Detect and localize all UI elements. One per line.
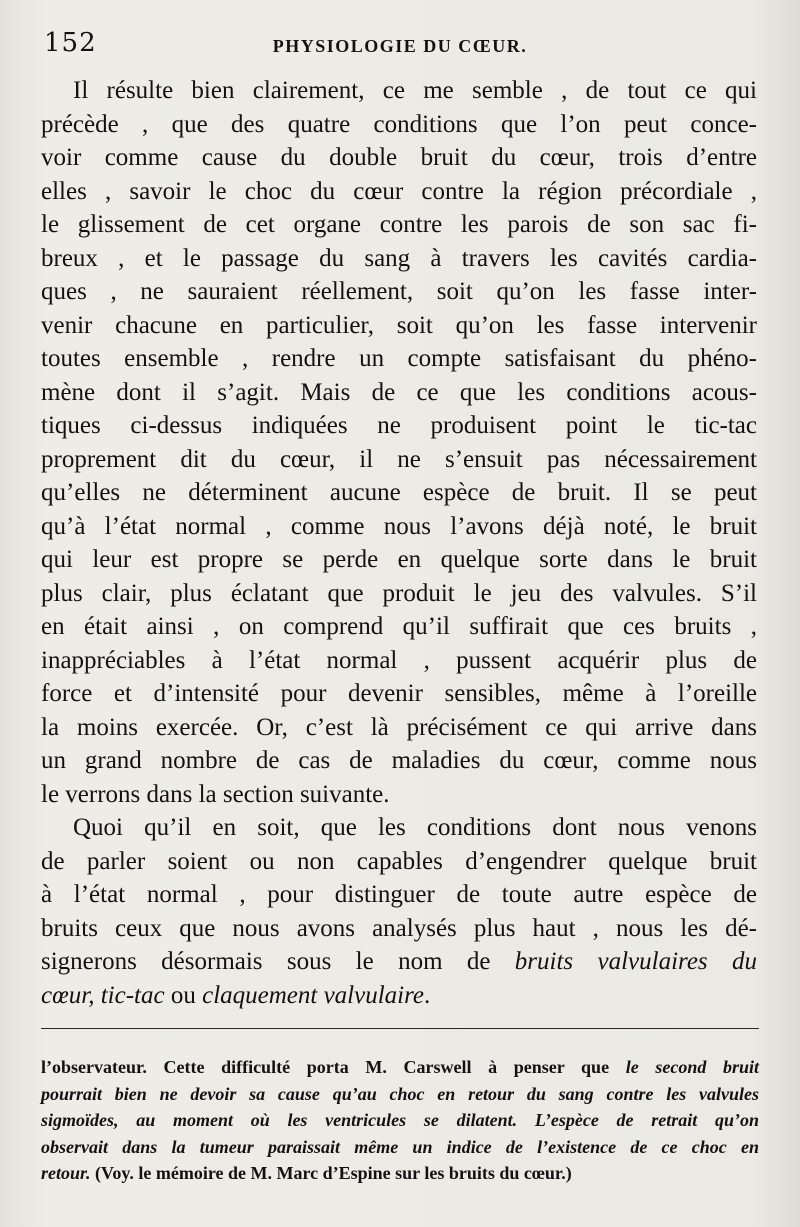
italic-run: pourrait bien ne devoir sa cause qu’au choc en retour du sang contre les valvules: [41, 1083, 759, 1104]
italic-term: cœur, tic-tac: [41, 981, 165, 1009]
italic-run: retour.: [41, 1163, 91, 1183]
text-line: qu’elles ne déterminent aucune espèce de bruit. Il se peut: [41, 479, 757, 506]
text-line: un grand nombre de cas de maladies du cœur, comme nous: [41, 747, 757, 774]
text-line: voir comme cause du double bruit du cœur, trois d’entre: [41, 144, 757, 171]
text-line: le glissement de cet organe contre les parois de son sac fi-: [41, 211, 757, 238]
text-run: signerons désormais sous le nom de: [41, 948, 515, 975]
text-line: bruits ceux que nous avons analysés plus haut , nous les dé-: [41, 914, 757, 942]
footnote-line: [41, 1054, 759, 1081]
text-run: (Voy. le mémoire de M. Marc d’Espine sur les bruits du cœur.): [90, 1163, 572, 1183]
text-run: ou: [164, 981, 203, 1009]
text-line: à l’état normal , pour distinguer de toute autre espèce de: [41, 881, 757, 908]
page-number: 152: [44, 28, 97, 58]
italic-term: bruits valvulaires du: [514, 948, 757, 975]
italic-term: claquement valvulaire: [202, 981, 425, 1009]
text-line: breux , et le passage du sang à travers les cavités cardia-: [41, 244, 757, 272]
text-run: l’observateur. Cette difficulté porta M. Carswell à penser que: [41, 1057, 626, 1077]
main-text: [41, 74, 757, 1012]
text-line: [41, 945, 757, 979]
footnote: [41, 1054, 759, 1187]
text-line: elles , savoir le choc du cœur contre la région précordiale ,: [41, 177, 757, 205]
text-line: ques , ne sauraient réellement, soit qu’on les fasse inter-: [41, 278, 757, 305]
text-line: qu’à l’état normal , comme nous l’avons déjà noté, le bruit: [41, 512, 757, 540]
footnote-line: [41, 1134, 759, 1161]
text-line: venir chacune en particulier, soit qu’on les fasse intervenir: [41, 311, 757, 339]
text-line: tiques ci-dessus indiquées ne produisent point le tic-tac: [41, 412, 757, 439]
page-header: [40, 28, 760, 64]
text-line: de parler soient ou non capables d’engendrer quelque bruit: [41, 847, 757, 875]
text-line: qui leur est propre se perde en quelque sorte dans le bruit: [41, 546, 757, 573]
text-line: [41, 979, 757, 1013]
text-line: Quoi qu’il en soit, que les conditions dont nous venons: [73, 814, 757, 841]
text-run: .: [424, 981, 431, 1009]
footnote-line: [41, 1160, 759, 1187]
running-title: PHYSIOLOGIE DU CŒUR.: [272, 36, 528, 56]
italic-run: L’espèce de retrait qu’on: [534, 1110, 759, 1130]
footnote-line: [41, 1107, 759, 1134]
text-line: le verrons dans la section suivante.: [41, 780, 390, 808]
text-line: plus clair, plus éclatant que produit le jeu des valvules. S’il: [41, 579, 757, 607]
text-line: en était ainsi , on comprend qu’il suffirait que ces bruits ,: [41, 613, 757, 640]
footnote-rule: [41, 1028, 759, 1029]
italic-run: sigmoïdes, au moment où les ventricules se dilatent.: [41, 1110, 535, 1130]
footnote-line: [41, 1081, 759, 1108]
text-line: Il résulte bien clairement, ce me semble , de tout ce qui: [73, 77, 757, 104]
text-line: force et d’intensité pour devenir sensibles, même à l’oreille: [41, 680, 757, 707]
text-line: toutes ensemble , rendre un compte satisfaisant du phéno-: [41, 345, 757, 372]
text-line: mène dont il s’agit. Mais de ce que les conditions acous-: [41, 378, 757, 406]
text-line: inappréciables à l’état normal , pussent acquérir plus de: [41, 646, 757, 674]
text-line: proprement dit du cœur, il ne s’ensuit pas nécessairement: [41, 445, 757, 473]
italic-run: observait dans la tumeur paraissait même un indice de l’existence de ce choc en: [41, 1136, 759, 1157]
italic-run: le second bruit: [625, 1057, 759, 1077]
text-line: précède , que des quatre conditions que l’on peut conce-: [41, 110, 757, 138]
text-line: la moins exercée. Or, c’est là précisément ce qui arrive dans: [41, 713, 757, 741]
